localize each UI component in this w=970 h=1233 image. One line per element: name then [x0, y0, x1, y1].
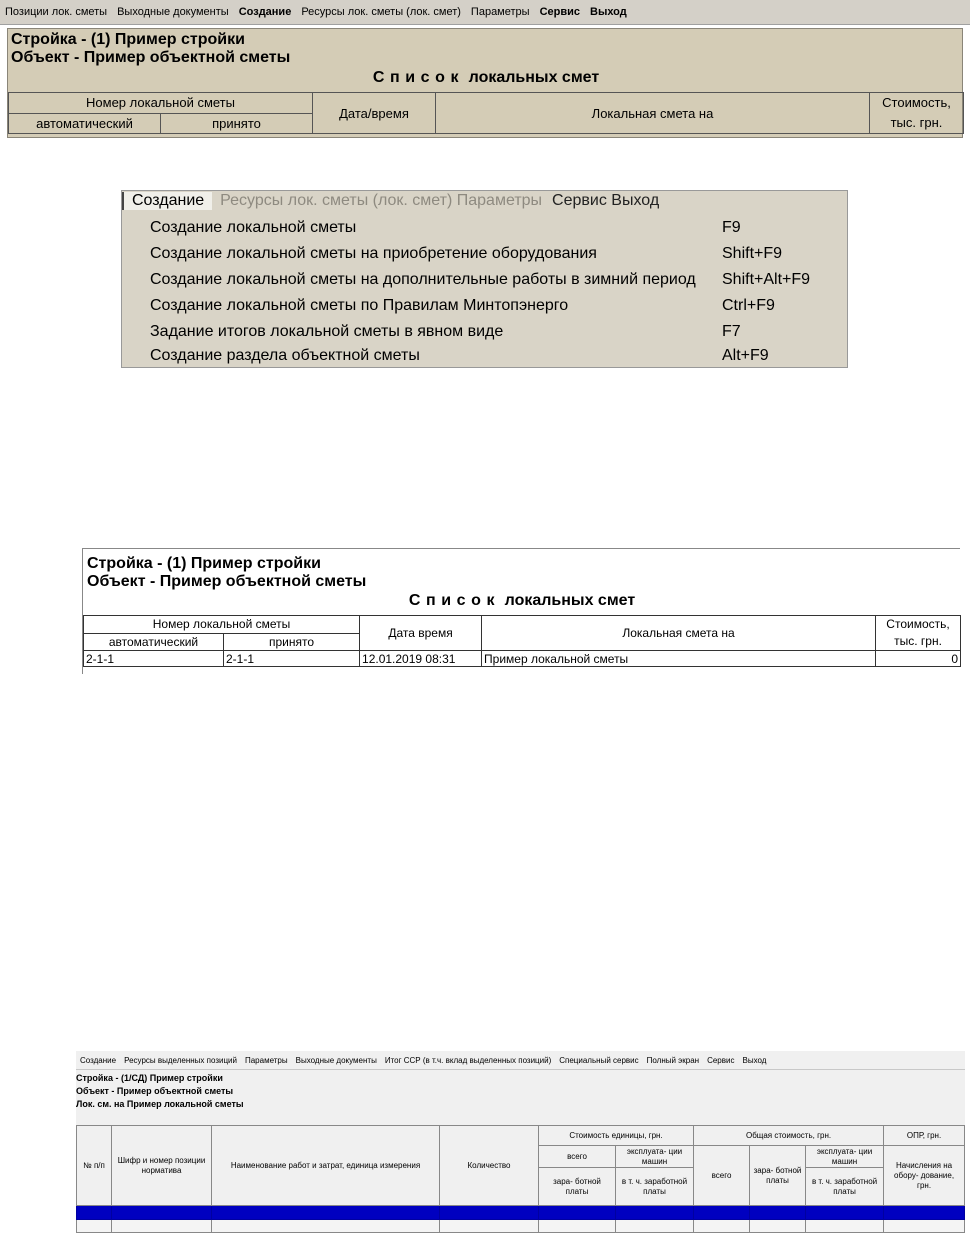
menu-item-dim[interactable]: Ресурсы лок. сметы (лок. смет) Параметры	[220, 192, 543, 209]
list-title-rest: локальных смет	[468, 69, 600, 86]
estimates-list-filled-panel	[82, 548, 960, 674]
col-name[interactable]: Наименование работ и затрат, единица измерения	[212, 1126, 440, 1206]
cell-accepted[interactable]: 2-1-1	[224, 651, 360, 667]
dropdown-item-shortcut: Shift+Alt+F9	[722, 271, 811, 288]
cell[interactable]	[212, 1220, 440, 1233]
col-estimate-for[interactable]: Локальная смета на	[482, 616, 876, 651]
cell-name[interactable]: Пример локальной сметы	[482, 651, 876, 667]
menu-item-parameters[interactable]: Параметры	[244, 1055, 288, 1065]
object-title: Объект - Пример объектной сметы	[76, 1086, 234, 1096]
menu-item-create[interactable]: Создание	[238, 6, 292, 18]
list-title-spaced: Список	[408, 592, 501, 609]
object-title: Объект - Пример объектной сметы	[11, 49, 291, 66]
col-total-wages[interactable]: зара- ботной платы	[750, 1146, 806, 1206]
cell[interactable]	[440, 1206, 539, 1220]
col-unit-incl-wages[interactable]: в т. ч. заработной платы	[616, 1168, 694, 1206]
cell-auto[interactable]: 2-1-1	[84, 651, 224, 667]
construction-title: Стройка - (1) Пример стройки	[11, 31, 245, 48]
table-row[interactable]	[84, 651, 961, 667]
col-total-machines[interactable]: эксплуата- ции машин	[806, 1146, 884, 1168]
cell[interactable]	[539, 1220, 616, 1233]
col-unit-cost[interactable]: Стоимость единицы, грн.	[539, 1126, 694, 1146]
dropdown-item-shortcut: F7	[722, 323, 741, 340]
cell[interactable]	[112, 1220, 212, 1233]
menu-item-strong[interactable]: Сервис Выход	[552, 192, 660, 209]
local-estimate-positions-panel	[76, 1051, 965, 1216]
menu-item-output-docs[interactable]: Выходные документы	[117, 6, 229, 18]
estimates-list-panel	[7, 28, 963, 138]
dropdown-item-set-totals[interactable]	[150, 319, 840, 345]
local-estimate-title: Лок. см. на Пример локальной сметы	[76, 1099, 244, 1109]
col-unit-machines[interactable]: эксплуата- ции машин	[616, 1146, 694, 1168]
dropdown-item-shortcut: Alt+F9	[722, 347, 769, 364]
list-title	[8, 69, 964, 87]
list-title-rest: локальных смет	[504, 592, 636, 609]
cell[interactable]	[212, 1206, 440, 1220]
construction-title: Стройка - (1) Пример стройки	[87, 555, 321, 572]
create-dropdown-panel	[121, 190, 848, 368]
col-qty[interactable]: Количество	[440, 1126, 539, 1206]
col-auto[interactable]: автоматический	[84, 633, 224, 651]
dropdown-item-create-estimate[interactable]	[150, 215, 840, 241]
col-opr[interactable]: ОПР, грн.	[884, 1126, 965, 1146]
menu-item-resources[interactable]: Ресурсы лок. сметы (лок. смет)	[301, 6, 461, 18]
col-num[interactable]: № п/п	[77, 1126, 112, 1206]
col-cost[interactable]: Стоимость, тыс. грн.	[876, 616, 961, 651]
cell-cost[interactable]: 0	[876, 651, 961, 667]
estimates-table	[83, 615, 961, 667]
col-accepted[interactable]: принято	[161, 113, 313, 134]
dropdown-item-shortcut: Ctrl+F9	[722, 297, 775, 314]
positions-info	[76, 1070, 965, 1125]
menu-bar	[0, 0, 970, 25]
menu-item-exit[interactable]: Выход	[590, 6, 627, 18]
table-row-selected[interactable]	[77, 1206, 965, 1220]
cell[interactable]	[77, 1220, 112, 1233]
menu-item-service[interactable]: Сервис	[707, 1055, 735, 1065]
menu-item-parameters[interactable]: Параметры	[470, 6, 530, 18]
cell[interactable]	[750, 1206, 806, 1220]
positions-table	[76, 1125, 965, 1233]
positions-menu-bar	[76, 1051, 965, 1070]
col-number[interactable]: Номер локальной сметы	[84, 616, 360, 634]
dropdown-item-label: Создание локальной сметы на приобретение оборудования	[150, 245, 597, 262]
menu-item-positions[interactable]: Позиции лок. сметы	[5, 6, 108, 18]
cell[interactable]	[112, 1206, 212, 1220]
col-total-all[interactable]: всего	[694, 1146, 750, 1206]
cell[interactable]	[539, 1206, 616, 1220]
construction-title: Стройка - (1/СД) Пример стройки	[76, 1073, 223, 1083]
menu-item-full-screen[interactable]: Полный экран	[646, 1055, 700, 1065]
cell[interactable]	[884, 1206, 965, 1220]
dropdown-item-label: Создание локальной сметы	[150, 219, 357, 236]
col-cost[interactable]: Стоимость, тыс. грн.	[870, 93, 964, 134]
cell-datetime[interactable]: 12.01.2019 08:31	[360, 651, 482, 667]
list-title	[83, 592, 961, 610]
menu-item-output-docs[interactable]: Выходные документы	[295, 1055, 377, 1065]
cell[interactable]	[694, 1220, 750, 1233]
col-unit-wages[interactable]: зара- ботной платы	[539, 1168, 616, 1206]
dropdown-item-create-winter[interactable]	[150, 267, 840, 293]
dropdown-item-label: Создание раздела объектной сметы	[150, 347, 420, 364]
dropdown-item-shortcut: F9	[722, 219, 741, 236]
menu-item-ssr-total[interactable]: Итог ССР (в т.ч. вклад выделенных позиций)	[384, 1055, 552, 1065]
cell[interactable]	[884, 1220, 965, 1233]
menu-item-create[interactable]: Создание	[80, 1055, 117, 1065]
col-datetime[interactable]: Дата время	[360, 616, 482, 651]
menu-item-service[interactable]: Сервис	[539, 6, 580, 18]
menu-item-special-service[interactable]: Специальный сервис	[559, 1055, 639, 1065]
cell[interactable]	[616, 1206, 694, 1220]
dropdown-item-label: Создание локальной сметы по Правилам Минтопэнерго	[150, 297, 569, 314]
col-number[interactable]: Номер локальной сметы	[9, 93, 313, 114]
col-estimate-for[interactable]: Локальная смета на	[436, 93, 870, 134]
cell[interactable]	[694, 1206, 750, 1220]
menu-item-exit[interactable]: Выход	[742, 1055, 767, 1065]
dropdown-item-create-section[interactable]	[150, 343, 840, 369]
dropdown-item-label: Задание итогов локальной сметы в явном виде	[150, 323, 504, 340]
dropdown-item-create-mintop[interactable]	[150, 293, 840, 319]
object-title: Объект - Пример объектной сметы	[87, 573, 367, 590]
menu-item-selected-resources[interactable]: Ресурсы выделенных позиций	[124, 1055, 237, 1065]
cell[interactable]	[616, 1220, 694, 1233]
cell[interactable]	[750, 1220, 806, 1233]
cell[interactable]	[806, 1220, 884, 1233]
table-row[interactable]	[77, 1220, 965, 1233]
cell[interactable]	[440, 1220, 539, 1233]
dropdown-menu-bar	[122, 191, 847, 211]
col-code[interactable]: Шифр и номер позиции норматива	[112, 1126, 212, 1206]
estimates-table-header	[8, 92, 964, 134]
col-total-cost[interactable]: Общая стоимость, грн.	[694, 1126, 884, 1146]
col-datetime[interactable]: Дата/время	[313, 93, 436, 134]
cell[interactable]	[806, 1206, 884, 1220]
dropdown-item-create-equipment[interactable]	[150, 241, 840, 267]
col-accepted[interactable]: принято	[224, 633, 360, 651]
cell[interactable]	[77, 1206, 112, 1220]
dropdown-item-label: Создание локальной сметы на дополнительные работы в зимний период	[150, 271, 696, 288]
dropdown-item-shortcut: Shift+F9	[722, 245, 783, 262]
menu-item-create-active[interactable]: Создание	[122, 192, 212, 210]
col-accruals[interactable]: Начисления на обору- дование, грн.	[884, 1146, 965, 1206]
col-unit-all[interactable]: всего	[539, 1146, 616, 1168]
list-title-spaced: Список	[372, 69, 465, 86]
col-total-incl-wages[interactable]: в т. ч. заработной платы	[806, 1168, 884, 1206]
col-auto[interactable]: автоматический	[9, 113, 161, 134]
